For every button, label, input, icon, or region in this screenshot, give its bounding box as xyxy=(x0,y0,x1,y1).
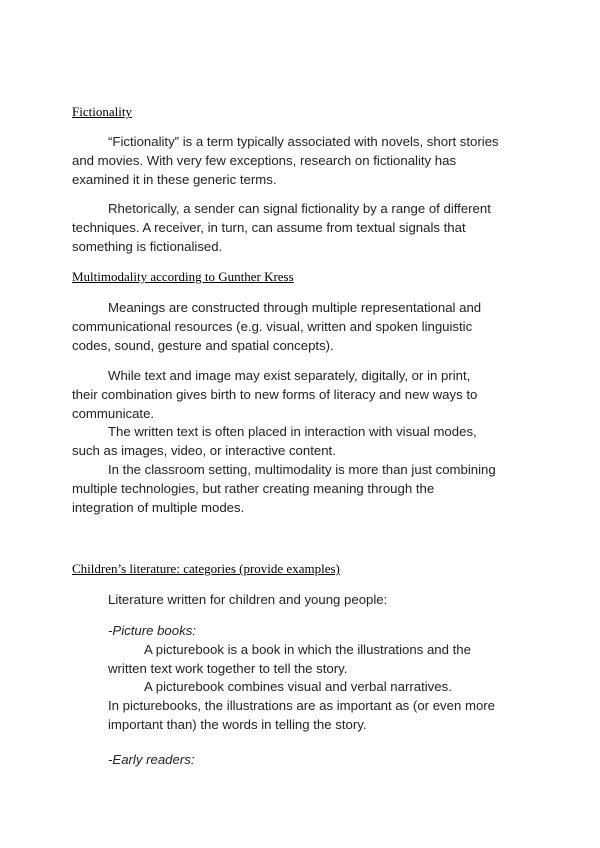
heading-fictionality: Fictionality xyxy=(72,104,132,119)
heading-childrens-literature: Children’s literature: categories (provide examples) xyxy=(72,561,340,576)
paragraph-multimodality-2 xyxy=(72,367,542,517)
text-line: Literature written for children and young people: xyxy=(108,592,388,607)
text-line: Meanings are constructed through multiple representational and xyxy=(108,300,482,315)
early-readers-block xyxy=(72,751,542,770)
text-line: communicate. xyxy=(72,405,155,421)
text-line: important than) the words in telling the story. xyxy=(108,716,367,732)
early-readers-label: -Early readers: xyxy=(108,752,195,767)
text-line: multiple technologies, but rather creating meaning through the xyxy=(72,480,435,496)
text-line: The written text is often placed in interaction with visual modes, xyxy=(108,424,477,440)
text-line: such as images, video, or interactive content. xyxy=(72,443,336,459)
text-line: codes, sound, gesture and spatial concepts). xyxy=(72,337,334,353)
text-line: While text and image may exist separately, digitally, or in print, xyxy=(108,368,471,383)
text-line: In the classroom setting, multimodality is more than just combining xyxy=(108,461,496,477)
text-line: In picturebooks, the illustrations are as important as (or even more xyxy=(108,698,496,714)
text-line: and movies. With very few exceptions, research on fictionality has xyxy=(72,152,457,168)
picture-books-label: -Picture books: xyxy=(108,623,196,638)
text-line: A picturebook combines visual and verbal narratives. xyxy=(144,679,452,695)
text-line: “Fictionality” is a term typically associated with novels, short stories xyxy=(108,134,499,149)
text-line: communicational resources (e.g. visual, written and spoken linguistic xyxy=(72,318,473,334)
paragraph-fictionality-1 xyxy=(72,133,542,189)
text-line: examined it in these generic terms. xyxy=(72,171,277,187)
paragraph-multimodality-1 xyxy=(72,299,542,355)
text-line: techniques. A receiver, in turn, can assume from textual signals that xyxy=(72,219,466,235)
paragraph-fictionality-2 xyxy=(72,200,542,256)
picture-books-block xyxy=(72,622,542,735)
text-line: written text work together to tell the story. xyxy=(108,660,348,676)
text-line: their combination gives birth to new forms of literacy and new ways to xyxy=(72,386,478,402)
paragraph-childrens-intro xyxy=(72,591,542,610)
text-line: integration of multiple modes. xyxy=(72,499,245,515)
text-line: A picturebook is a book in which the illustrations and the xyxy=(144,641,471,657)
text-line: something is fictionalised. xyxy=(72,238,223,254)
heading-multimodality: Multimodality according to Gunther Kress xyxy=(72,269,294,284)
text-line: Rhetorically, a sender can signal fictionality by a range of different xyxy=(108,201,491,216)
